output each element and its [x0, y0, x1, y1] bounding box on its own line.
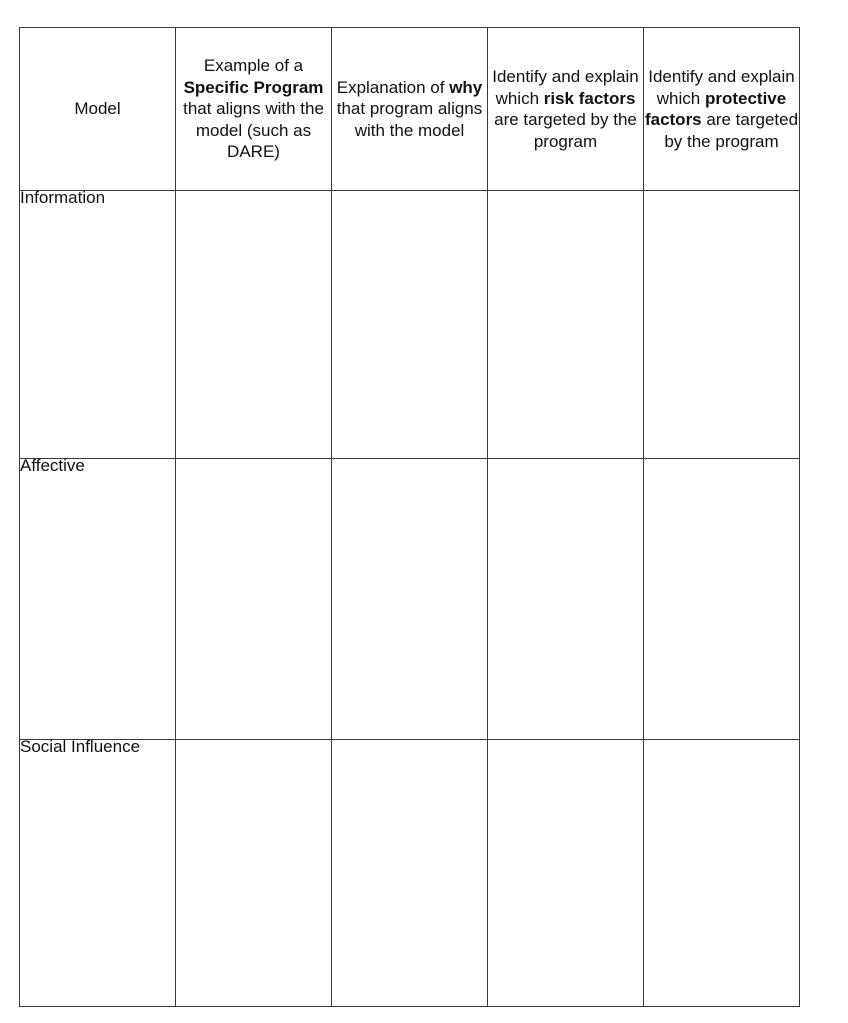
header-protective-factors-bold: protective factors [644, 88, 787, 129]
header-explanation-why-bold: why [449, 77, 483, 97]
header-specific-program-bold: Specific Program [183, 77, 324, 97]
header-row [20, 28, 800, 191]
table-row-social-influence [20, 740, 800, 1007]
table-row-affective [20, 459, 800, 740]
table-row-information [20, 191, 800, 459]
model-cell-social-influence [20, 737, 176, 1007]
header-protective-factors-pre: Identify and explain which [648, 67, 795, 108]
header-explanation-why [332, 28, 488, 191]
model-cell-information [20, 188, 176, 459]
answer-cell-affective-program[interactable] [176, 459, 332, 740]
answer-cell-information-program[interactable] [176, 191, 332, 459]
model-cell-affective [20, 456, 176, 740]
header-protective-factors-post: are targeted by the program [664, 110, 799, 151]
header-risk-factors-bold: risk factors [543, 88, 636, 108]
assignment-table [19, 27, 800, 1007]
model-label-social-influence: Social Influence [20, 737, 141, 756]
answer-cell-social-risk[interactable] [488, 740, 644, 1007]
answer-cell-information-risk[interactable] [488, 191, 644, 459]
header-specific-program-pre: Example of a [203, 56, 304, 76]
header-risk-factors-pre: Identify and explain which [492, 67, 639, 108]
answer-cell-information-why[interactable] [332, 191, 488, 459]
answer-cell-social-protective[interactable] [644, 740, 800, 1007]
model-label-affective: Affective [20, 456, 85, 475]
header-specific-program-post: that aligns with the model (such as DARE) [183, 99, 324, 162]
header-model [20, 28, 176, 191]
answer-cell-affective-why[interactable] [332, 459, 488, 740]
header-explanation-why-pre: Explanation of [336, 77, 450, 97]
header-protective-factors [644, 28, 800, 191]
answer-cell-information-protective[interactable] [644, 191, 800, 459]
answer-cell-social-why[interactable] [332, 740, 488, 1007]
header-specific-program [176, 28, 332, 191]
header-model-label: Model [74, 99, 121, 119]
answer-cell-affective-risk[interactable] [488, 459, 644, 740]
header-explanation-why-post: that program aligns with the model [336, 99, 483, 140]
model-label-information: Information [20, 188, 106, 207]
answer-cell-affective-protective[interactable] [644, 459, 800, 740]
header-risk-factors [488, 28, 644, 191]
header-risk-factors-post: are targeted by the program [494, 110, 637, 151]
answer-cell-social-program[interactable] [176, 740, 332, 1007]
